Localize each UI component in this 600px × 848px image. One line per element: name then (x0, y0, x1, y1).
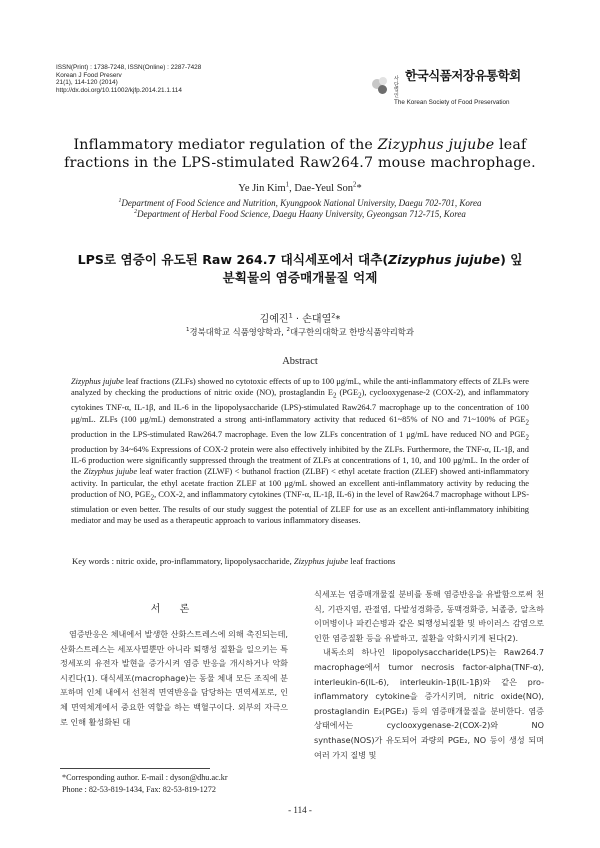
society-name-kr: 한국식품저장유통학회 (405, 68, 521, 83)
intro-paragraph-2: 내독소의 하나인 lipopolysaccharide(LPS)는 Raw264.7 macrophage에서 tumor necrosis factor-alpha(TNF-α), interleukin-6(IL-6), interleukin-1β(IL-1β)와 같은 pro-inflammatory cytokine을 증가시키며, nitric oxide(NO), prostaglandin E₂(PGE₂) 등의 염증매개물질을 분비한다. 염증상태에서는 cyclooxygenase-2(COX-2)와 NO synthase(NOS)가 유도되어 과량의 PGE₂, NO 등이 생성 되며 여러 가지 질병 및 (314, 647, 544, 760)
volume-line: 21(1), 114-120 (2014) (56, 79, 118, 87)
society-logo-icon (372, 77, 390, 95)
intro-paragraph-1: 염증반응은 체내에서 발생한 산화스트레스에 의해 촉진되는데, 산화스트레스는 세포사멸뿐만 아니라 퇴행성 질환을 일으키는 특정세포의 유전자 발현을 증가시켜 염증 반응을 개시하거나 악화시킨다(1). 대식세포(macrophage)는 동물 체내 모든 조직에 분포하며 인체 내에서 선천적 면역반응을 담당하는 면역세포로, 인체 면역체계에서 중요한 역할을 하는 백혈구이다. 외부의 자극으로 인해 활성화된 대 (60, 629, 288, 727)
paper-title-en: Inflammatory mediator regulation of the Zizyphus jujube leaf fractions in the LPS-stimulated Raw264.7 mouse machrophage. (64, 137, 536, 171)
society-type-label: 사단 법인 (394, 76, 399, 99)
authors-kr: 김예진$^1$ · 손대열$^2$* (259, 311, 341, 325)
society-header (372, 66, 521, 106)
affiliation-2: $^2$Department of Herbal Food Science, Daegu Haany University, Gyeongsan 712-715, Korea (134, 209, 466, 219)
intro-paragraph-1-cont: 식세포는 염증매개물질 분비를 통해 염증반응을 유발함으로써 천식, 기관지염, 관절염, 다발성경화증, 동맥경화증, 뇌졸중, 알츠하이머병이나 파킨슨병과 같은 퇴행성뇌질환 및 바이러스 감염으로 인한 염증질환 등을 유발하고, 질환을 악화시키게 된다(2). (314, 589, 544, 643)
journal-meta (56, 64, 201, 94)
society-name-en: The Korean Society of Food Preservation (394, 99, 510, 106)
paper-title-kr: LPS로 염증이 유도된 Raw 264.7 대식세포에서 대추(Zizyphus jujube) 잎 분획물의 염증매개물질 억제 (77, 252, 523, 285)
footnote-divider (60, 768, 210, 769)
page-number: - 114 - (288, 805, 312, 815)
abstract-body: Zizyphus jujube leaf fractions (ZLFs) showed no cytotoxic effects of up to 100 μg/mL, while the anti-inflammatory effects of ZLFs were analyzed by checking the productions of nitric oxide (NO), prostaglandin $E_2$ $(PGE_2)$, cyclooxygenase-2 (COX-2), and inflammatory cytokines TNF-α, IL-1β, and IL-6 in the lipopolysaccharide (LPS)-stimulated Raw264.7 macrophage up to the concentration of 100 μg/mL. ZLFs (100 μg/mL) demonstrated a strong anti-inflammatory activity that reduced 61~85% of NO and 71~100% of $PGE_2$ production in the LPS-stimulated Raw264.7 macrophage. Even the low ZLFs concentration of 1 μg/mL have reduced NO and $PGE_2$ production by 34~64% Expressions of COX-2 protein were also effectively inhibited by the ZLFs. Furthermore, the TNF-α, IL-1β, and IL-6 production were significantly suppressed through the treatment of ZLFs at concentrations of 1, 10, and 100 μg/mL. In the order of the Zizyphus jujube leaf water fraction (ZLWF) < buthanol fraction (ZLBF) < ethyl acetate fraction (ZLEF) showed anti-inflammatory activity. In particular, the ethyl acetate fraction ZLEF at 100 μg/mL showed an excellent anti-inflammatory activity by reducing the production of NO, $PGE_2$, COX-2, and inflammatory cytokines (TNF-α, IL-1β, IL-6) in the level of Raw264.7 macrophage without LPS-stimulation or even better. The results of our study suggest the potential of ZLEF for use as an excellent anti-inflammatory inhibiting mediator and may be used as a therapeutic approach to various inflammatory diseases. (71, 377, 530, 526)
affiliations-kr: $^1$경북대학교 식품영양학과, $^2$대구한의대학교 한방식품약리학과 (186, 327, 414, 337)
journal-name: Korean J Food Preserv (56, 71, 122, 79)
corresponding-author-note: *Corresponding author. E-mail : dyson@dhu.ac.kr Phone : 82-53-819-1434, Fax: 82-53-819-1272 (62, 773, 228, 794)
authors-en: Ye Jin Kim$^1$, Dae-Yeul Son$^2$* (238, 181, 362, 194)
affiliation-1: $^1$Department of Food Science and Nutrition, Kyungpook National University, Daegu 702-701, Korea (118, 198, 482, 208)
body-column-right (314, 587, 544, 762)
body-column-left (60, 592, 288, 729)
affiliations-en (60, 198, 540, 220)
keywords: Key words : nitric oxide, pro-inflammatory, lipopolysaccharide, Zizyphus jujube leaf fractions (72, 556, 396, 566)
species-name-kr-title: Zizyphus jujube (388, 252, 501, 267)
doi-link[interactable]: http://dx.doi.org/10.11002/kjfp.2014.21.1.114 (56, 86, 182, 94)
abstract-heading: Abstract (282, 356, 318, 367)
issn-line: ISSN(Print) : 1738-7248, ISSN(Online) : 2287-7428 (56, 64, 202, 71)
keywords-label: Key words (72, 556, 110, 566)
species-name: Zizyphus jujube (377, 137, 495, 153)
section-heading-intro: 서 론 (150, 604, 198, 615)
